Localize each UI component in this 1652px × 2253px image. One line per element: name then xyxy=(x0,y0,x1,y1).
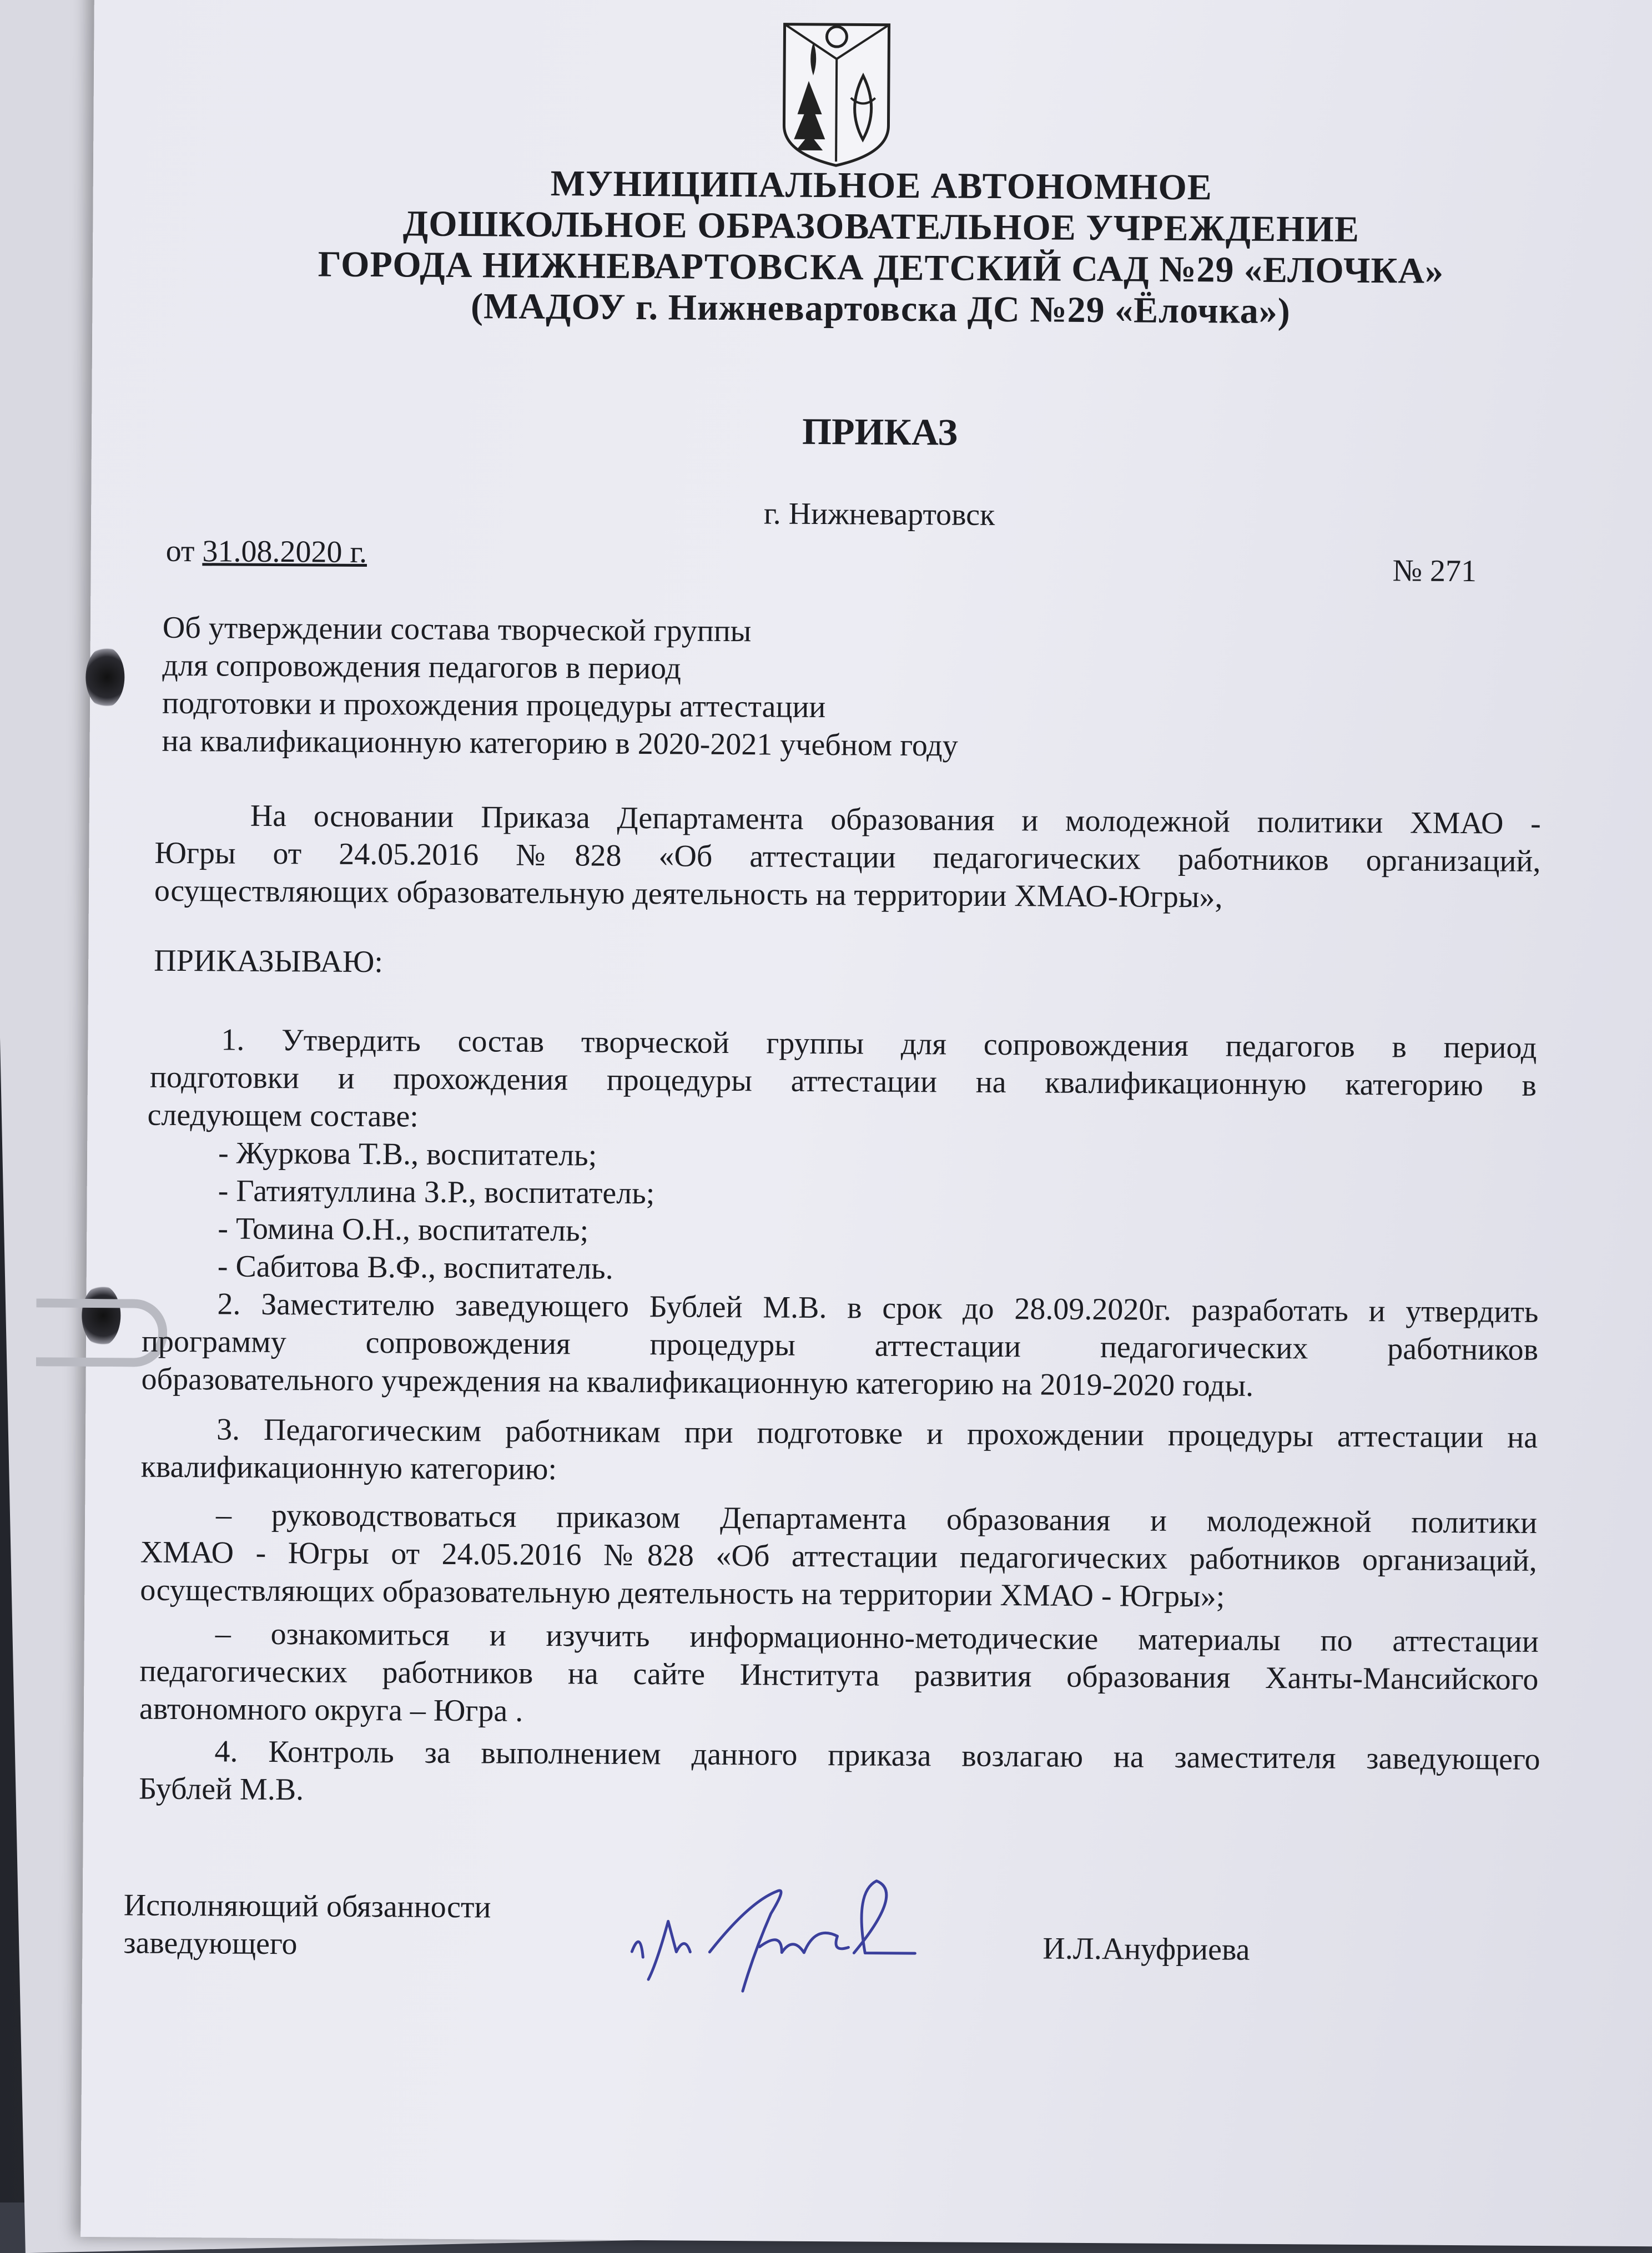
org-short-name: (МАДОУ г. Нижневартовска ДС №29 «Ёлочка») xyxy=(470,286,1291,332)
order-title: ПРИКАЗ xyxy=(802,410,958,453)
order-city: г. Нижневартовск xyxy=(763,496,995,532)
item-line: ХМАО - Югры от 24.05.2016 №828 «Об аттестации педагогических работников организаций, xyxy=(140,1535,1537,1578)
group-member: - Гатиятуллина З.Р., воспитатель; xyxy=(218,1173,655,1211)
city-coat-of-arms-icon xyxy=(779,20,894,169)
subject-line: Об утверждении состава творческой группы xyxy=(162,610,752,649)
order-word: ПРИКАЗЫВАЮ: xyxy=(154,943,384,980)
subject-line: подготовки и прохождения процедуры аттестации xyxy=(162,686,826,725)
item-line: осуществляющих образовательную деятельность на территории ХМАО - Югры»; xyxy=(140,1572,1225,1614)
item-line: Бублей М.В. xyxy=(138,1771,304,1807)
org-name-line-2: ДОШКОЛЬНОЕ ОБРАЗОВАТЕЛЬНОЕ УЧРЕЖДЕНИЕ xyxy=(402,203,1360,250)
item-line: программу сопровождения процедуры аттестации педагогических работников xyxy=(141,1324,1539,1367)
org-name-line-3: ГОРОДА НИЖНЕВАРТОВСКА ДЕТСКИЙ САД №29 «ЕЛОЧКА» xyxy=(318,244,1444,291)
preamble-line: Югры от 24.05.2016 №828 «Об аттестации педагогических работников организаций, xyxy=(154,835,1541,879)
preamble-line: осуществляющих образовательную деятельность на территории ХМАО-Югры», xyxy=(154,873,1223,915)
subject-line: для сопровождения педагогов в период xyxy=(162,648,682,686)
group-member: - Сабитова В.Ф., воспитатель. xyxy=(217,1249,613,1286)
order-date xyxy=(166,533,367,570)
item-line: – ознакомиться и изучить информационно-методические материалы по аттестации xyxy=(215,1616,1539,1659)
date-prefix: от xyxy=(165,533,203,569)
item-line: 4. Контроль за выполнением данного приказа возлагаю на заместителя заведующего xyxy=(214,1734,1540,1777)
group-member: - Томина О.Н., воспитатель; xyxy=(218,1211,589,1248)
item-line: 3. Педагогическим работникам при подготовке и прохождении процедуры аттестации на xyxy=(216,1412,1538,1455)
group-member: - Журкова Т.В., воспитатель; xyxy=(218,1136,597,1173)
item-line: 2. Заместителю заведующего Бублей М.В. в срок до 28.09.2020г. разработать и утвердить xyxy=(217,1287,1539,1329)
handwritten-signature xyxy=(615,1868,927,2014)
binder-hole xyxy=(85,647,125,708)
item-line: следующем составе: xyxy=(147,1097,419,1134)
preamble-line: На основании Приказа Департамента образования и молодежной политики ХМАО - xyxy=(250,798,1541,841)
subject-line: на квалификационную категорию в 2020-2021 учебном году xyxy=(162,723,958,763)
date-value: 31.08.2020 г. xyxy=(202,534,367,570)
signer-position: Исполняющий обязанности xyxy=(123,1888,491,1925)
org-name-line-1: МУНИЦИПАЛЬНОЕ АВТОНОМНОЕ xyxy=(550,163,1213,208)
item-line: – руководствоваться приказом Департамента образования и молодежной политики xyxy=(215,1498,1538,1540)
item-line: квалификационную категорию: xyxy=(140,1449,557,1487)
signer-name: И.Л.Ануфриева xyxy=(1042,1931,1250,1967)
item-line: педагогических работников на сайте Института развития образования Ханты-Мансийского xyxy=(139,1654,1539,1697)
signer-position: заведующего xyxy=(123,1926,298,1962)
item-line: образовательного учреждения на квалификационную категорию на 2019-2020 годы. xyxy=(141,1362,1254,1403)
document-page xyxy=(80,0,1652,2246)
item-line: автономного округа – Югра . xyxy=(139,1691,523,1728)
item-line: 1. Утвердить состав творческой группы для сопровождения педагогов в период xyxy=(221,1022,1537,1065)
order-number: № 271 xyxy=(1392,553,1477,589)
item-line: подготовки и прохождения процедуры аттестации на квалификационную категорию в xyxy=(149,1060,1537,1103)
